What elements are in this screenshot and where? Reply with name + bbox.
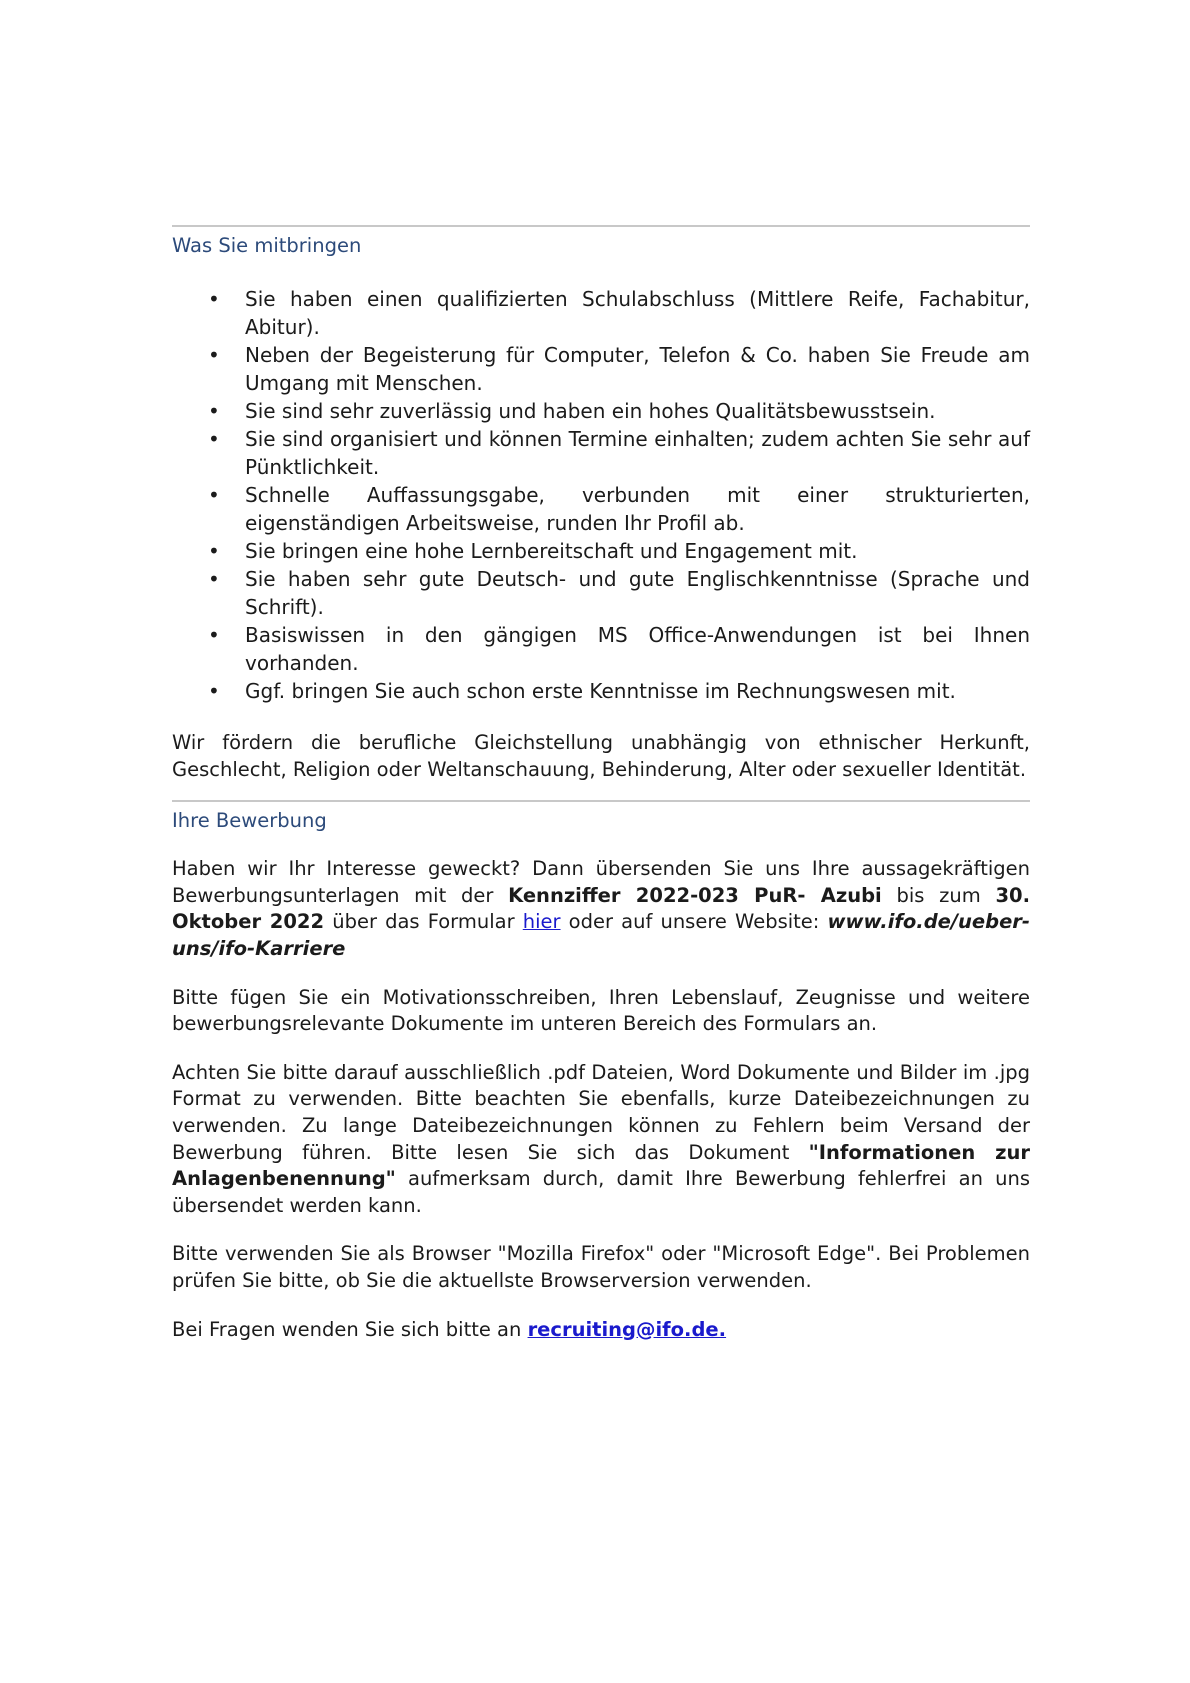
text-span: Haben wir Ihr Interesse geweckt? Dann übersenden Sie uns Ihre aussagekräftigen Bewerbungsunterlagen mit der: [172, 857, 1030, 907]
browser-paragraph: Bitte verwenden Sie als Browser "Mozilla Firefox" oder "Microsoft Edge". Bei Problemen prüfen Sie bitte, ob Sie die aktuellste Browserversion verwenden.: [172, 1242, 1030, 1292]
documents-paragraph: Bitte fügen Sie ein Motivationsschreiben, Ihren Lebenslauf, Zeugnisse und weitere bewerbungsrelevante Dokumente im unteren Bereich des Formulars an.: [172, 985, 1030, 1036]
list-item: • Neben der Begeisterung für Computer, Telefon & Co. haben Sie Freude am Umgang mit Menschen.: [172, 341, 1030, 397]
reference-number: Kennziffer 2022-023 PuR- Azubi: [508, 883, 882, 907]
document-page: [172, 225, 1030, 1343]
text-span: Bei Fragen wenden Sie sich bitte an: [172, 1317, 528, 1341]
email-address: recruiting@ifo.de.: [527, 1317, 727, 1341]
list-item: • Sie haben einen qualifizierten Schulabschluss (Mittlere Reife, Fachabitur, Abitur).: [172, 285, 1030, 341]
list-item: • Sie sind organisiert und können Termine einhalten; zudem achten Sie sehr auf Pünktlichkeit.: [172, 425, 1030, 481]
file-format-paragraph: [172, 1060, 1030, 1220]
section-divider: [172, 800, 1030, 802]
section-heading-application: Ihre Bewerbung: [172, 809, 327, 833]
list-item: • Sie haben sehr gute Deutsch- und gute Englischkenntnisse (Sprache und Schrift).: [172, 565, 1030, 621]
text-span: aufmerksam durch, damit Ihre Bewerbung fehlerfrei an uns übersendet werden kann.: [172, 1167, 1030, 1217]
website-url: www.ifo.de/ueber-uns/ifo-Karriere: [172, 910, 1030, 960]
list-item: • Basiswissen in den gängigen MS Office-Anwendungen ist bei Ihnen vorhanden.: [172, 621, 1030, 677]
list-item: • Ggf. bringen Sie auch schon erste Kenntnisse im Rechnungswesen mit.: [172, 677, 1030, 705]
email-link[interactable]: [528, 1318, 727, 1341]
document-title: "Informationen zur Anlagenbenennung": [172, 1140, 1030, 1191]
text-span: über das Formular: [324, 910, 523, 934]
section-heading-requirements: Was Sie mitbringen: [172, 234, 362, 257]
application-paragraph: [172, 856, 1030, 962]
contact-paragraph: [172, 1317, 1030, 1344]
list-item: • Sie sind sehr zuverlässig und haben ein hohes Qualitätsbewusstsein.: [172, 397, 1030, 425]
text-span: bis zum: [881, 883, 996, 907]
text-span: Achten Sie bitte darauf ausschließlich .pdf Dateien, Word Dokumente und Bilder im .jpg Format zu verwenden. Bitte beachten Sie ebenfalls, kurze Dateibezeichnungen zu verwenden. Zu lange Dateibezeichnungen können zu Fehlern beim Versand der Bewerbung führen. Bitte lesen Sie sich das Dokument: [172, 1060, 1030, 1164]
list-item: • Schnelle Auffassungsgabe, verbunden mit einer strukturierten, eigenständigen Arbeitsweise, runden Ihr Profil ab.: [172, 481, 1030, 537]
requirements-list: [172, 285, 1030, 705]
text-span: oder auf unsere Website:: [560, 910, 828, 934]
deadline-date: 30. Oktober 2022: [172, 883, 1030, 934]
section-divider: [172, 225, 1030, 227]
equality-statement: Wir fördern die berufliche Gleichstellung unabhängig von ethnischer Herkunft, Geschlecht, Religion oder Weltanschauung, Behinderung, Alter oder sexueller Identität.: [172, 731, 1030, 781]
form-link[interactable]: hier: [522, 910, 561, 934]
list-item: • Sie bringen eine hohe Lernbereitschaft und Engagement mit.: [172, 537, 1030, 565]
